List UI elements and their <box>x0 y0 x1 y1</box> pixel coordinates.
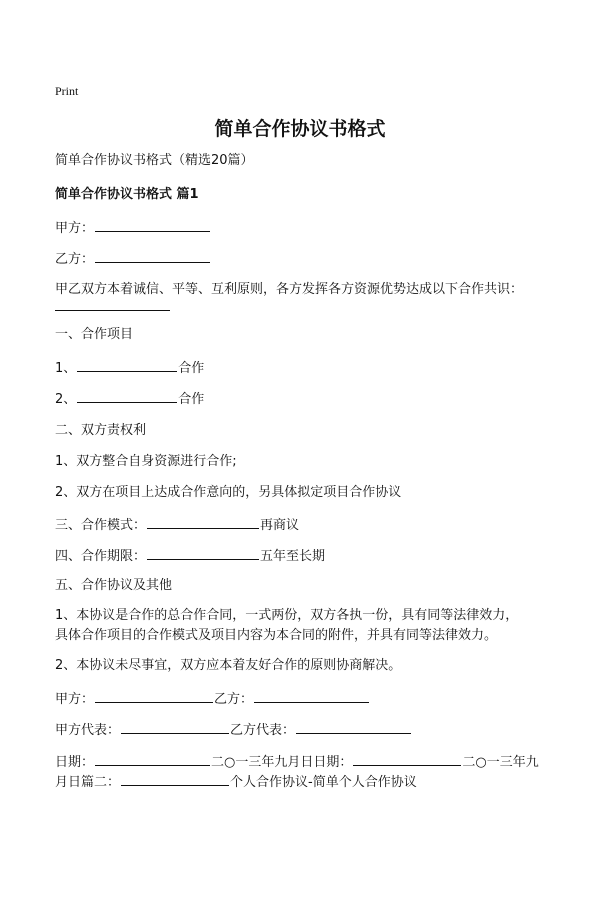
rep-b-label: 乙方代表： <box>230 723 296 738</box>
term-line <box>55 546 560 566</box>
date-line <box>55 752 560 772</box>
item2-suffix: 合作 <box>178 392 205 407</box>
last-blank <box>121 772 229 786</box>
date-label: 日期： <box>55 755 95 770</box>
item2-prefix: 2、 <box>55 392 77 407</box>
term-blank <box>147 546 259 560</box>
clause1-line1: 1、本协议是合作的总合作合同，一式两份，双方各执一份，具有同等法律效力， <box>55 608 519 623</box>
preamble-blank <box>55 310 170 311</box>
party-b-line <box>55 249 560 269</box>
rep-a-label: 甲方代表： <box>55 723 121 738</box>
section-heading: 简单合作协议书格式 篇1 <box>55 187 199 202</box>
section2-heading: 二、双方责权利 <box>55 423 147 438</box>
duty2: 2、双方在项目上达成合作意向的，另具体拟定项目合作协议 <box>55 485 402 500</box>
date-a-blank <box>95 752 210 766</box>
rep-b-blank <box>296 720 411 734</box>
item1-prefix: 1、 <box>55 361 77 376</box>
preamble: 甲乙双方本着诚信、平等、互利原则，各方发挥各方资源优势达成以下合作共识： <box>55 282 524 297</box>
item1-line <box>55 358 560 378</box>
date-a-suffix: 二○一三年九月日日期： <box>211 755 353 770</box>
sign-party-b: 乙方： <box>214 692 254 707</box>
section5-heading: 五、合作协议及其他 <box>55 578 173 593</box>
last-prefix: 月日篇二： <box>55 775 121 790</box>
term-label: 四、合作期限： <box>55 549 147 564</box>
print-label: Print <box>55 84 79 98</box>
party-a-blank <box>95 218 210 232</box>
section1-heading: 一、合作项目 <box>55 327 134 342</box>
date-b-suffix: 二○一三年九 <box>462 755 539 770</box>
representative-line <box>55 720 560 740</box>
party-a-line <box>55 218 560 238</box>
signature-line <box>55 689 560 709</box>
item2-blank <box>77 389 177 403</box>
clause2: 2、本协议未尽事宜，双方应本着友好合作的原则协商解决。 <box>55 658 402 673</box>
duty1: 1、双方整合自身资源进行合作; <box>55 454 237 469</box>
party-b-blank <box>95 249 210 263</box>
item1-suffix: 合作 <box>178 361 205 376</box>
item1-blank <box>77 358 177 372</box>
item2-line <box>55 389 560 409</box>
party-b-label: 乙方： <box>55 252 95 267</box>
mode-suffix: 再商议 <box>260 518 300 533</box>
last-suffix: 个人合作协议-简单个人合作协议 <box>230 775 417 790</box>
sign-party-a: 甲方： <box>55 692 95 707</box>
mode-blank <box>147 515 259 529</box>
mode-line <box>55 515 560 535</box>
clause1-line2: 具体合作项目的合作模式及项目内容为本合同的附件，并具有同等法律效力。 <box>55 628 498 643</box>
sign-party-b-blank <box>254 689 369 703</box>
term-suffix: 五年至长期 <box>260 549 326 564</box>
party-a-label: 甲方： <box>55 221 95 236</box>
last-line <box>55 772 560 792</box>
mode-label: 三、合作模式： <box>55 518 147 533</box>
sign-party-a-blank <box>95 689 213 703</box>
date-b-blank <box>353 752 461 766</box>
rep-a-blank <box>121 720 229 734</box>
document-subtitle: 简单合作协议书格式（精选20篇） <box>55 153 254 168</box>
document-title: 简单合作协议书格式 <box>214 118 386 140</box>
